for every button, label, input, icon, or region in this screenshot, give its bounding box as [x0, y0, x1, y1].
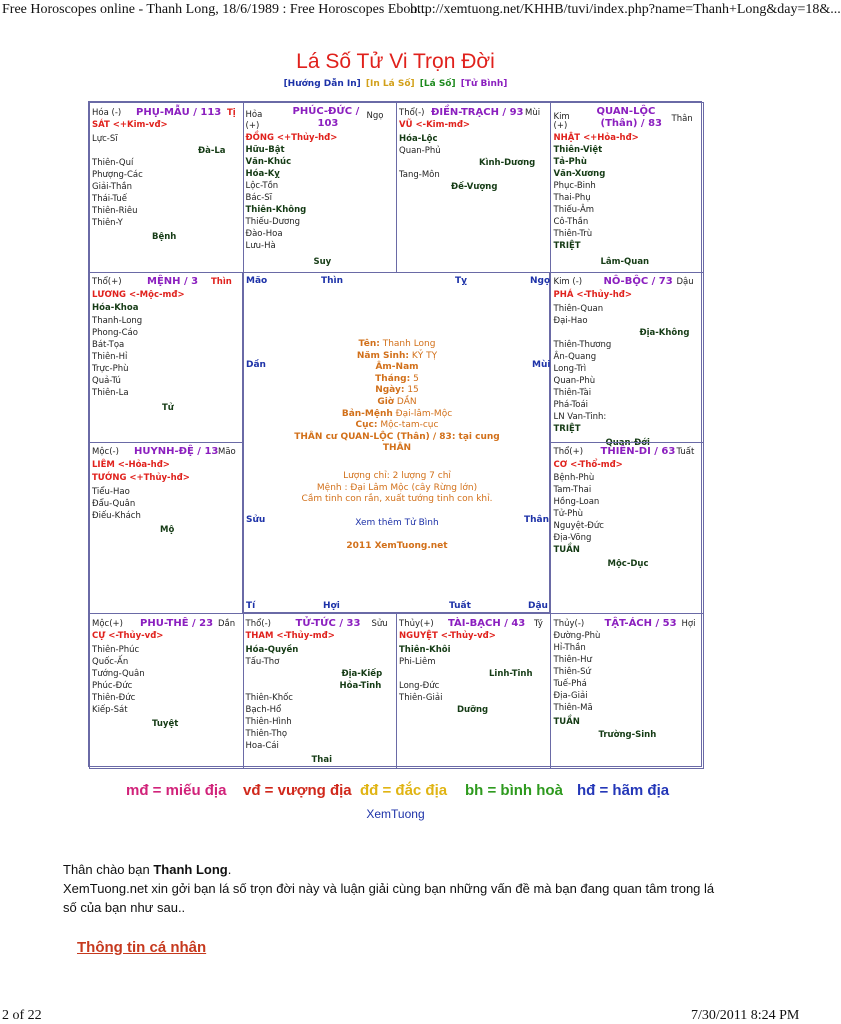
palace-line: Lưu-Hà	[245, 241, 276, 251]
palace-cell-top-1	[89, 102, 244, 273]
palace-cell-top-4	[550, 102, 705, 273]
palace-line: Quả-Tú	[92, 376, 121, 386]
palace-line: Thiên-Y	[92, 218, 123, 228]
palace-line: Kim (-)	[553, 277, 583, 287]
palace-line: MỆNH / 3	[147, 276, 199, 287]
palace-line: Kình-Dương	[479, 158, 536, 168]
palace-line: Trực-Phù	[92, 364, 129, 374]
palace-line: Ân-Quang	[553, 352, 597, 362]
palace-line: TUẦN	[553, 717, 580, 727]
palace-line: LN Van-Tinh:	[553, 412, 607, 422]
greeting: Thân chào bạn Thanh Long.	[63, 862, 232, 877]
palace-line: Quan-Phủ	[399, 146, 441, 156]
palace-line: Long-Đức	[399, 681, 440, 691]
palace-line: Hồng-Loan	[553, 497, 600, 507]
palace-cell-left-1	[89, 272, 244, 443]
palace-line: Thiên-Trù	[553, 229, 593, 239]
palace-cell-right-2	[550, 442, 705, 614]
palace-line: Thiên-Thọ	[245, 729, 288, 739]
xem-them-tu-binh-link[interactable]: Xem thêm Tử Bình	[355, 518, 439, 528]
palace-line: Thiên-Quí	[92, 158, 134, 168]
palace-line: Quan-Đới	[605, 438, 650, 448]
palace-line: TRIỆT	[553, 241, 581, 251]
palace-line: Thiên-Quan	[553, 304, 604, 314]
palace-line: Tấu-Thơ	[245, 657, 280, 667]
palace-line: Thai	[311, 755, 332, 765]
palace-line: Thiên-Thương	[553, 340, 612, 350]
center-info-row: Tháng: 5	[375, 373, 419, 384]
palace-line: 103	[317, 118, 339, 129]
center-corner-label: Thân	[524, 515, 550, 525]
palace-line: Đường-Phù	[553, 631, 601, 641]
palace-line: Thiên-La	[92, 388, 129, 398]
palace-line: Mộ	[160, 525, 175, 535]
palace-line: VŨ <-Kim-mđ>	[399, 120, 471, 130]
center-info-row: Giờ DẦN	[377, 396, 417, 407]
palace-line: NGUYỆT <-Thủy-vđ>	[399, 631, 496, 641]
palace-line: Bệnh-Phù	[553, 473, 595, 483]
palace-line: THIÊN-DI / 63	[600, 446, 676, 457]
palace-line: Thái-Tuế	[92, 194, 127, 204]
palace-line: Phá-Toái	[553, 400, 589, 410]
browser-url: http://xemtuong.net/KHHB/tuvi/index.php?name=Thanh+Long&day=18&...	[410, 2, 841, 17]
palace-line: Bát-Tọa	[92, 340, 125, 350]
palace-line: Sửu	[371, 619, 388, 629]
palace-line: TẬT-ÁCH / 53	[604, 618, 677, 629]
section-title-thong-tin[interactable]: Thông tin cá nhân	[77, 939, 207, 956]
palace-line: ĐIỀN-TRẠCH / 93	[431, 107, 524, 118]
palace-line: Hỉ-Thần	[553, 643, 586, 653]
center-corner-label: Dần	[246, 360, 266, 370]
palace-line: Thiếu-Âm	[553, 205, 595, 215]
palace-line: Hóa (-)	[92, 108, 122, 118]
palace-line: THAM <-Thủy-mđ>	[245, 631, 335, 641]
palace-line: Cô-Thần	[553, 217, 589, 227]
palace-line: Thiên-Riêu	[92, 206, 138, 216]
legend-item: vđ = vượng địa	[243, 782, 352, 799]
legend-item: bh = bình hoà	[465, 782, 563, 799]
palace-line: Thiên-Sứ	[553, 667, 591, 677]
center-info-row: Tên: Thanh Long	[358, 339, 436, 349]
palace-line: Tướng-Quân	[92, 669, 145, 679]
palace-line: Địa-Không	[639, 328, 690, 338]
palace-line: Giải-Thần	[92, 182, 132, 192]
footer-page-number: 2 of 22	[2, 1008, 42, 1023]
palace-line: Tiểu-Hao	[92, 487, 130, 497]
palace-line: Thiên-Đức	[92, 693, 136, 703]
palace-line: Hóa-Kỵ	[245, 169, 280, 179]
palace-line: Thiên-Hình	[245, 717, 292, 727]
palace-line: Tử	[162, 403, 174, 413]
palace-line: (+)	[245, 121, 260, 131]
palace-line: ĐỒNG <+Thủy-hđ>	[245, 133, 338, 143]
palace-line: Địa-Giải	[553, 691, 588, 701]
legend-item: mđ = miếu địa	[126, 782, 227, 799]
palace-line: Thiên-Tài	[553, 388, 592, 398]
palace-line: Đẩu-Quân	[92, 499, 136, 509]
palace-line: Hợi	[681, 619, 696, 629]
palace-line: Bệnh	[152, 232, 177, 242]
palace-line: PHÁ <-Thủy-hđ>	[553, 290, 633, 300]
palace-line: NÔ-BỘC / 73	[603, 276, 673, 287]
palace-line: Thiên-Phúc	[92, 645, 140, 655]
palace-line: (Thân) / 83	[600, 118, 662, 129]
center-info-row: Âm-Nam	[375, 362, 419, 373]
legend-item: hđ = hãm địa	[577, 782, 670, 799]
palace-line: Phúc-Đức	[92, 681, 133, 691]
palace-line: Thiên-Hỉ	[92, 352, 128, 362]
palace-line: Bạch-Hổ	[245, 705, 282, 715]
link-in-la-so[interactable]: [In Lá Số]	[365, 79, 415, 89]
center-corner-label: Dậu	[528, 601, 548, 611]
xemtuong-link[interactable]: XemTuong	[366, 807, 425, 821]
palace-line: Thiếu-Dương	[245, 217, 301, 227]
palace-line: Thai-Phụ	[553, 193, 591, 203]
palace-cell-bottom-2	[243, 613, 398, 769]
palace-line: Kiếp-Sát	[92, 705, 128, 715]
center-corner-label: Ngọ	[530, 276, 551, 286]
palace-line: Quan-Phù	[553, 376, 596, 386]
palace-line: Trường-Sinh	[598, 730, 657, 740]
palace-line: CƠ <-Thổ-mđ>	[553, 460, 623, 470]
link-huong-dan-in[interactable]: [Hướng Dẫn In]	[283, 79, 361, 89]
palace-line: Mão	[218, 447, 236, 457]
palace-line: NHẬT <+Hỏa-hđ>	[553, 133, 639, 143]
palace-line: Thiên-Mã	[553, 703, 593, 713]
palace-line: TỬ-TỨC / 33	[295, 618, 361, 629]
palace-line: Hỏa	[245, 110, 263, 120]
palace-line: Quốc-Ấn	[92, 657, 129, 667]
palace-line: Dần	[218, 619, 236, 629]
center-info-row: Ngày: 15	[375, 385, 419, 396]
center-info-row: Cục: Mộc-tam-cục	[355, 420, 439, 431]
palace-line: Mộc(+)	[92, 619, 123, 629]
center-corner-label: Sửu	[246, 515, 266, 525]
palace-line: PHỤ-MẪU / 113	[136, 107, 222, 118]
palace-line: Tuế-Phá	[553, 679, 587, 689]
chart-links	[0, 79, 791, 89]
palace-line: Hóa-Quyền	[245, 645, 299, 655]
center-corner-label: Thìn	[321, 276, 344, 286]
palace-line: Thiên-Hư	[553, 655, 592, 665]
link-la-so[interactable]: [Lá Số]	[419, 79, 456, 89]
palace-line: Điếu-Khách	[92, 511, 141, 521]
than-location: THÂN cư QUAN-LỘC (Thân) / 83: tại cung	[294, 431, 500, 442]
browser-page-title: Free Horoscopes online - Thanh Long, 18/6/1989 : Free Horoscopes Eboo...	[2, 2, 428, 17]
palace-line: Linh-Tinh	[489, 669, 533, 679]
menh-text: Mệnh : Đại Lâm Mộc (cây Rừng lớn)	[316, 482, 478, 493]
palace-line: Long-Trì	[553, 364, 587, 374]
palace-line: Hoa-Cái	[245, 741, 279, 751]
palace-line: TRIỆT	[553, 424, 581, 434]
palace-line: Thủy(+)	[399, 619, 434, 629]
palace-line: Hóa-Khoa	[92, 303, 139, 313]
palace-line: Văn-Xương	[553, 169, 606, 179]
palace-line: Tang-Môn	[399, 170, 440, 180]
page-title: Lá Số Tử Vi Trọn Đời	[296, 50, 495, 73]
palace-line: Mùi	[525, 108, 541, 118]
palace-line: Thủy(-)	[553, 619, 585, 629]
legend-item: đđ = đắc địa	[360, 782, 448, 799]
palace-line: Kim	[553, 112, 570, 122]
palace-line: Phục-Binh	[553, 181, 596, 191]
palace-line: Suy	[313, 257, 332, 267]
palace-line: Thìn	[211, 277, 232, 287]
palace-cell-right-1	[550, 272, 705, 448]
palace-line: Thiên-Khôi	[399, 645, 451, 655]
palace-cell-bottom-1	[89, 613, 244, 769]
center-corner-label: Mão	[246, 276, 268, 286]
center-corner-label: Tuất	[449, 601, 471, 611]
palace-line: Thiên-Việt	[553, 145, 603, 155]
palace-line: LƯƠNG <-Mộc-mđ>	[92, 290, 185, 300]
palace-line: Địa-Võng	[553, 533, 592, 543]
palace-line: PHÚC-ĐỨC /	[292, 106, 360, 117]
center-info-row: Năm Sinh: KỶ TỴ	[356, 350, 438, 361]
palace-cell-top-3	[396, 102, 551, 273]
center-corner-label: Tỵ	[455, 276, 468, 286]
intro-paragraph-line1: XemTuong.net xin gởi bạn lá số trọn đời này và luận giải cùng bạn những vấn đề mà bạn đang quan tâm trong lá	[63, 881, 715, 896]
palace-line: Thổ(+)	[553, 447, 584, 457]
palace-line: Tý	[534, 619, 543, 629]
palace-line: Mộc-Dục	[607, 559, 649, 569]
palace-line: Thiên-Khốc	[245, 693, 293, 703]
palace-line: Đế-Vượng	[451, 182, 498, 192]
palace-line: TUẦN	[553, 545, 580, 555]
palace-cell-bottom-3	[396, 613, 551, 769]
palace-line: TƯỚNG <+Thủy-hđ>	[92, 473, 190, 483]
palace-line: Thổ(+)	[92, 277, 122, 287]
palace-line: Đào-Hoa	[245, 229, 283, 239]
palace-line: Thổ(-)	[245, 619, 271, 629]
palace-line: Dưỡng	[457, 705, 489, 715]
palace-line: Hóa-Lộc	[399, 134, 438, 144]
palace-line: PHU-THÊ / 23	[140, 618, 214, 629]
palace-line: Thiên-Không	[245, 205, 307, 215]
palace-line: Tuyệt	[152, 719, 179, 729]
palace-cell-top-2	[243, 102, 398, 273]
palace-line: Địa-Kiếp	[341, 669, 383, 679]
palace-line: Phong-Cáo	[92, 328, 138, 338]
palace-line: Lộc-Tồn	[245, 181, 279, 191]
center-panel	[242, 272, 550, 613]
palace-line: Hữu-Bật	[245, 145, 285, 155]
palace-line: Nguyệt-Đức	[553, 521, 604, 531]
palace-line: Tuất	[676, 447, 695, 457]
palace-line: Bác-Sĩ	[245, 193, 273, 203]
horoscope-grid	[88, 101, 702, 767]
palace-line: SÁT <+Kim-vđ>	[92, 120, 168, 130]
center-info-row: Bản-Mệnh Đại-lâm-Mộc	[341, 408, 453, 419]
palace-line: Đại-Hao	[553, 316, 588, 326]
palace-line: Văn-Khúc	[245, 157, 292, 167]
palace-line: Đà-La	[198, 146, 226, 156]
palace-line: Thiên-Giải	[399, 693, 443, 703]
palace-line: Thổ(-)	[399, 108, 425, 118]
palace-line: Tử-Phù	[553, 509, 584, 519]
palace-line: Tả-Phù	[553, 157, 587, 167]
than-location: THÂN	[382, 443, 412, 454]
luong-chi: Lượng chỉ: 2 lượng 7 chỉ	[343, 471, 451, 481]
palace-line: Ngọ	[366, 111, 384, 121]
palace-line: Tị	[227, 108, 236, 118]
palace-line: CỰ <-Thủy-vđ>	[92, 631, 164, 641]
palace-line: HUYNH-ĐỆ / 13	[134, 446, 219, 457]
palace-line: Thanh-Long	[92, 316, 143, 326]
center-corner-label: Tí	[246, 601, 256, 611]
palace-cell-bottom-4	[550, 613, 705, 769]
palace-line: Thân	[671, 114, 693, 124]
palace-line: LIÊM <-Hỏa-hđ>	[92, 460, 170, 470]
palace-line: Hỏa-Tinh	[339, 681, 382, 691]
palace-line: Lâm-Quan	[600, 257, 650, 267]
copyright: 2011 XemTuong.net	[346, 541, 448, 551]
palace-line: Phi-Liêm	[399, 657, 436, 667]
palace-line: Mộc(-)	[92, 447, 119, 457]
palace-cell-left-2	[89, 442, 244, 614]
greeting-name: Thanh Long	[153, 862, 228, 877]
palace-line: Phượng-Các	[92, 170, 143, 180]
palace-line: Dậu	[676, 277, 694, 287]
palace-line: QUAN-LỘC	[596, 106, 656, 117]
palace-line: Tam-Thai	[553, 485, 592, 495]
palace-line: Lực-Sĩ	[92, 134, 118, 144]
center-corner-label: Hợi	[323, 601, 340, 611]
intro-paragraph-line2: số của bạn như sau..	[63, 900, 186, 915]
center-corner-label: Mùi	[532, 360, 551, 370]
link-tu-binh[interactable]: [Tử Bình]	[460, 79, 508, 89]
cam-tinh-text: Cầm tinh con rắn, xuất tướng tinh con khỉ.	[301, 494, 493, 505]
palace-line: (+)	[553, 121, 568, 131]
footer-datetime: 7/30/2011 8:24 PM	[691, 1008, 800, 1023]
palace-line: TÀI-BẠCH / 43	[448, 618, 526, 629]
